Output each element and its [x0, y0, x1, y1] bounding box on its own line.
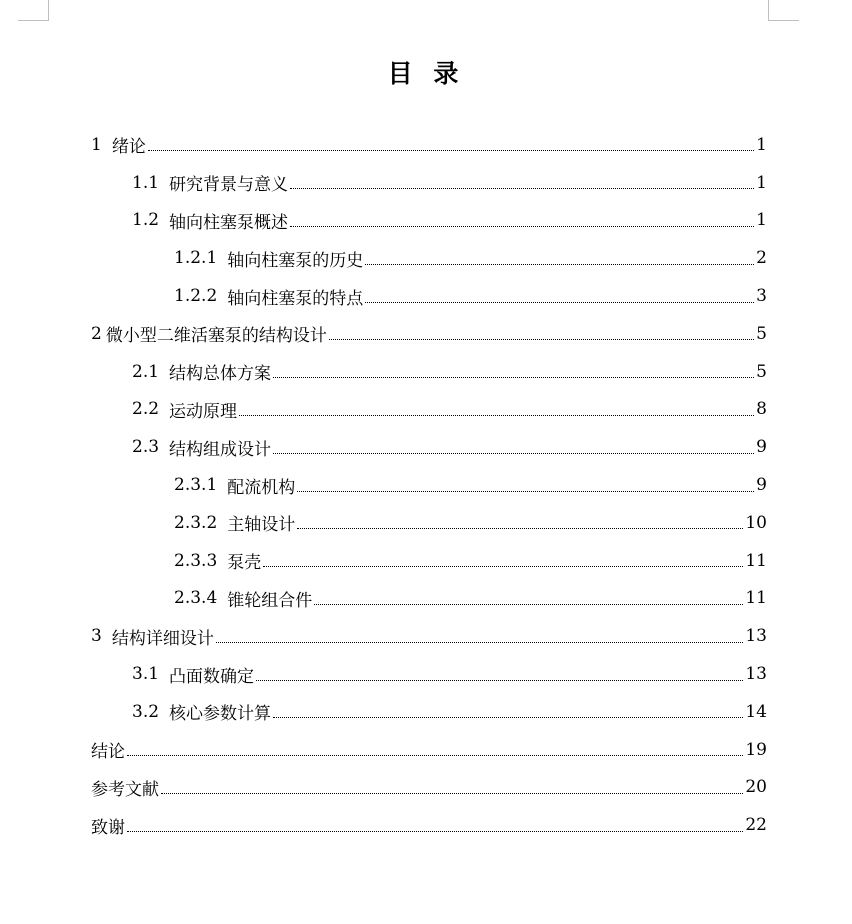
- toc-dot-leader: [127, 831, 743, 832]
- toc-entry[interactable]: [0, 239, 852, 277]
- toc-entry-number: 1.2: [132, 210, 160, 231]
- toc-entry-page: 5: [756, 323, 767, 344]
- toc-entry-text: 研究背景与意义: [169, 175, 289, 196]
- toc-entry-number: 1.2.1: [174, 248, 218, 269]
- toc-dot-leader: [273, 453, 754, 454]
- toc-entry-page: 2: [756, 248, 767, 269]
- toc-entry-page: 1: [756, 134, 767, 155]
- toc-entry-text: 泵壳: [227, 553, 262, 574]
- toc-entry[interactable]: [0, 731, 852, 769]
- toc-entry-text: 结构详细设计: [111, 628, 214, 649]
- page-corner-mark-top-left: [18, 0, 49, 21]
- toc-entry-page: 11: [745, 588, 767, 609]
- toc-entry[interactable]: [0, 504, 852, 542]
- toc-dot-leader: [365, 264, 754, 265]
- toc-entry-text: 配流机构: [227, 477, 296, 498]
- toc-entry[interactable]: [0, 391, 852, 429]
- toc-entry-page: 1: [756, 210, 767, 231]
- toc-entry-page: 9: [756, 475, 767, 496]
- toc-entry-page: 5: [756, 361, 767, 382]
- toc-entry-text: 致谢: [91, 817, 125, 838]
- toc-entry-number: 2.3.1: [174, 475, 218, 496]
- toc-entry-page: 1: [756, 172, 767, 193]
- toc-entry-number: 2.3.3: [174, 550, 218, 571]
- toc-entry-page: 10: [745, 512, 767, 533]
- toc-entry-number: 2.1: [132, 361, 160, 382]
- toc-entry-number: 1.1: [132, 172, 160, 193]
- toc-entry-text: 微小型二维活塞泵的结构设计: [105, 326, 327, 347]
- toc-dot-leader: [290, 226, 754, 227]
- toc-entry[interactable]: [0, 466, 852, 504]
- toc-entry-page: 9: [756, 437, 767, 458]
- toc-entry-page: 13: [745, 626, 767, 647]
- toc-entry[interactable]: [0, 202, 852, 240]
- table-of-contents: [0, 126, 852, 844]
- toc-dot-leader: [161, 793, 743, 794]
- toc-entry-text: 轴向柱塞泵概述: [169, 212, 289, 233]
- toc-dot-leader: [329, 339, 754, 340]
- toc-dot-leader: [273, 717, 743, 718]
- toc-entry[interactable]: [0, 428, 852, 466]
- toc-entry-page: 22: [745, 815, 767, 836]
- toc-dot-leader: [365, 302, 754, 303]
- toc-title: 目 录: [387, 59, 465, 88]
- toc-entry-page: 8: [756, 399, 767, 420]
- toc-entry-page: 3: [756, 286, 767, 307]
- toc-entry[interactable]: [0, 126, 852, 164]
- toc-dot-leader: [127, 755, 743, 756]
- toc-entry-text: 凸面数确定: [169, 666, 255, 687]
- toc-entry[interactable]: [0, 806, 852, 844]
- toc-dot-leader: [297, 491, 754, 492]
- toc-entry-page: 11: [745, 550, 767, 571]
- toc-entry-page: 19: [745, 739, 767, 760]
- toc-entry[interactable]: [0, 542, 852, 580]
- toc-entry-text: 结论: [91, 742, 125, 763]
- toc-dot-leader: [216, 642, 744, 643]
- toc-entry-number: 2: [91, 323, 102, 344]
- toc-entry-text: 结构总体方案: [169, 364, 272, 385]
- toc-dot-leader: [239, 415, 754, 416]
- toc-entry[interactable]: [0, 353, 852, 391]
- toc-dot-leader: [256, 680, 743, 681]
- toc-entry-number: 3: [91, 626, 102, 647]
- toc-dot-leader: [148, 150, 754, 151]
- toc-dot-leader: [273, 377, 754, 378]
- toc-entry-text: 运动原理: [169, 401, 238, 422]
- toc-dot-leader: [263, 566, 743, 567]
- toc-entry[interactable]: [0, 655, 852, 693]
- toc-entry-text: 主轴设计: [227, 515, 296, 536]
- toc-entry-number: 1: [91, 134, 102, 155]
- toc-entry-page: 14: [745, 701, 767, 722]
- toc-entry-text: 锥轮组合件: [227, 590, 313, 611]
- toc-dot-leader: [314, 604, 743, 605]
- toc-entry-number: 3.1: [132, 664, 160, 685]
- toc-entry-text: 结构组成设计: [169, 439, 272, 460]
- toc-entry-number: 2.2: [132, 399, 160, 420]
- page-corner-mark-top-right: [768, 0, 799, 21]
- toc-entry-page: 13: [745, 664, 767, 685]
- toc-entry-text: 绪论: [111, 137, 146, 158]
- toc-entry-number: 1.2.2: [174, 286, 218, 307]
- toc-entry-text: 轴向柱塞泵的历史: [227, 250, 364, 271]
- toc-dot-leader: [297, 528, 743, 529]
- toc-entry[interactable]: [0, 617, 852, 655]
- toc-entry[interactable]: [0, 277, 852, 315]
- toc-entry-text: 参考文献: [91, 779, 159, 800]
- toc-entry-number: 2.3: [132, 437, 160, 458]
- toc-entry-number: 2.3.2: [174, 512, 218, 533]
- toc-entry[interactable]: [0, 580, 852, 618]
- toc-entry-text: 核心参数计算: [169, 704, 272, 725]
- toc-entry[interactable]: [0, 315, 852, 353]
- toc-entry[interactable]: [0, 164, 852, 202]
- toc-entry[interactable]: [0, 769, 852, 807]
- toc-entry-text: 轴向柱塞泵的特点: [227, 288, 364, 309]
- toc-entry-number: 3.2: [132, 701, 160, 722]
- toc-entry-page: 20: [745, 777, 767, 798]
- toc-dot-leader: [290, 188, 754, 189]
- toc-entry[interactable]: [0, 693, 852, 731]
- toc-entry-number: 2.3.4: [174, 588, 218, 609]
